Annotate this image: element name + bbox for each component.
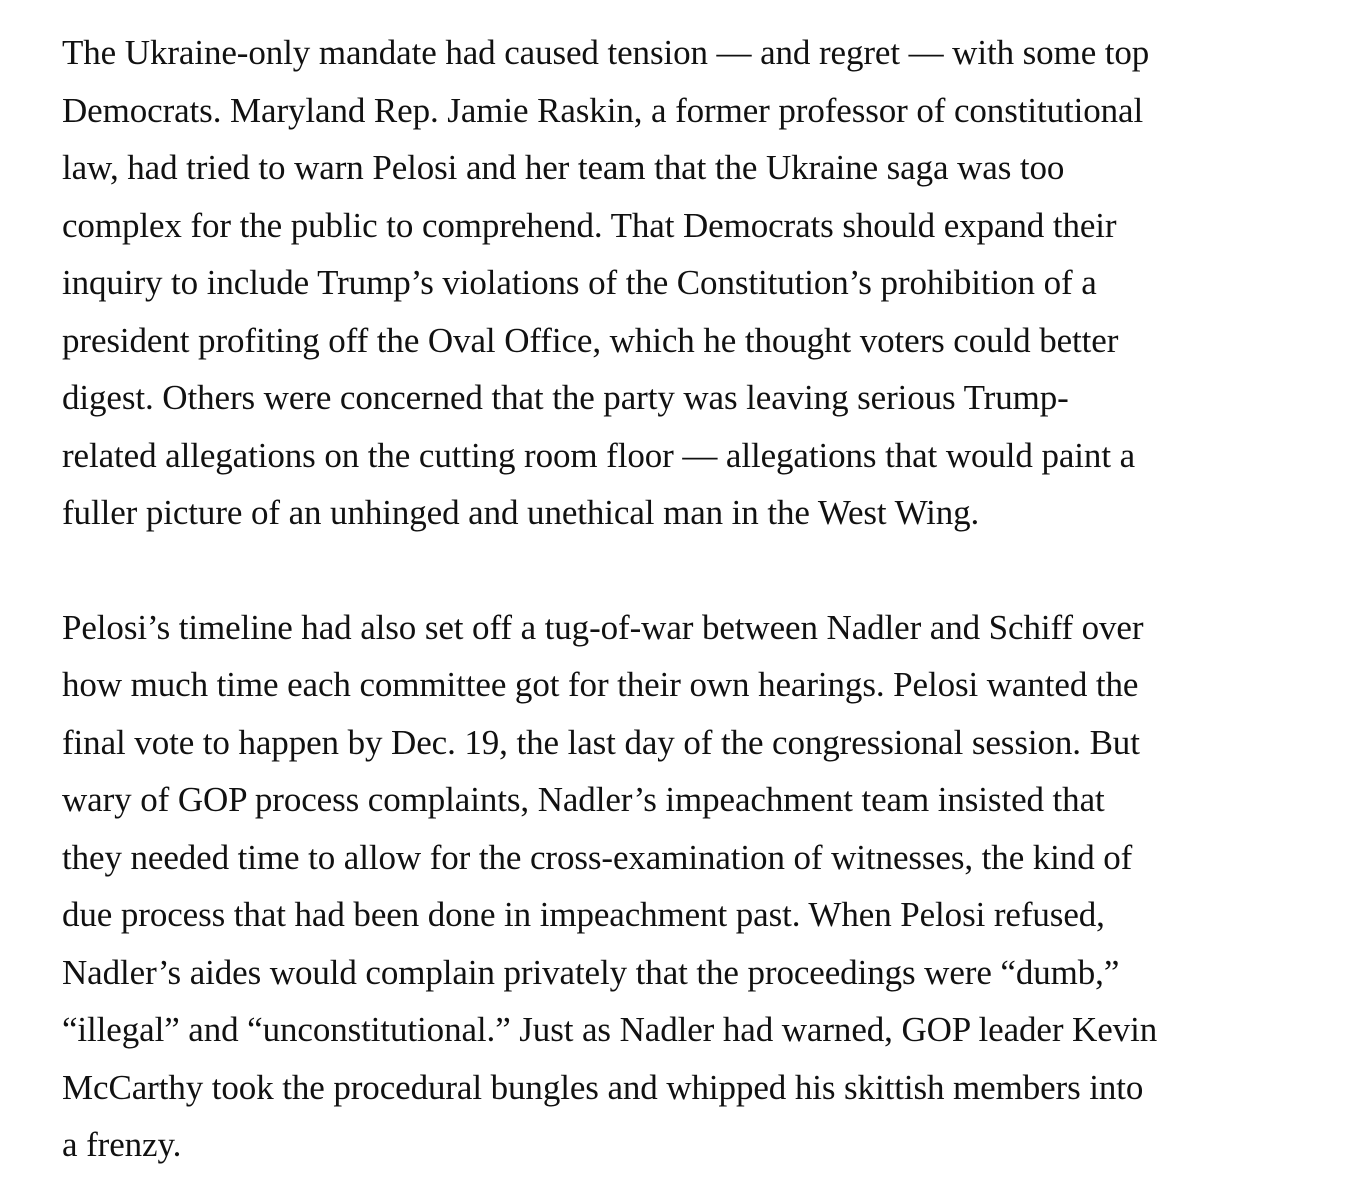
paragraph-1 bbox=[62, 24, 1312, 542]
paragraph-line: Democrats. Maryland Rep. Jamie Raskin, a former professor of constitutional bbox=[62, 90, 1144, 130]
paragraph-line: a frenzy. bbox=[62, 1125, 182, 1164]
article-body bbox=[62, 24, 1312, 1174]
paragraph-line: president profiting off the Oval Office, which he thought voters could better bbox=[62, 320, 1119, 360]
paragraph-line: related allegations on the cutting room floor — allegations that would paint a bbox=[62, 435, 1136, 475]
paragraph-line: fuller picture of an unhinged and unethical man in the West Wing. bbox=[62, 493, 980, 532]
paragraph-line: digest. Others were concerned that the party was leaving serious Trump- bbox=[62, 378, 1069, 417]
paragraph-line: law, had tried to warn Pelosi and her team that the Ukraine saga was too bbox=[62, 148, 1065, 187]
paragraph-line: final vote to happen by Dec. 19, the last day of the congressional session. But bbox=[62, 722, 1140, 762]
paragraph-line: how much time each committee got for their own hearings. Pelosi wanted the bbox=[62, 665, 1139, 704]
paragraph-line: wary of GOP process complaints, Nadler’s impeachment team insisted that bbox=[62, 780, 1105, 819]
paragraph-line: The Ukraine-only mandate had caused tension — and regret — with some top bbox=[62, 33, 1150, 72]
paragraph-line: “illegal” and “unconstitutional.” Just as Nadler had warned, GOP leader Kevin bbox=[62, 1010, 1158, 1049]
paragraph-line: complex for the public to comprehend. That Democrats should expand their bbox=[62, 205, 1117, 245]
paragraph-line: Pelosi’s timeline had also set off a tug-of-war between Nadler and Schiff over bbox=[62, 607, 1144, 647]
paragraph-line: Nadler’s aides would complain privately that the proceedings were “dumb,” bbox=[62, 952, 1120, 992]
paragraph-line: McCarthy took the procedural bungles and whipped his skittish members into bbox=[62, 1067, 1144, 1107]
paragraph-line: due process that had been done in impeachment past. When Pelosi refused, bbox=[62, 895, 1105, 934]
paragraph-line: inquiry to include Trump’s violations of the Constitution’s prohibition of a bbox=[62, 263, 1097, 302]
paragraph-line: they needed time to allow for the cross-examination of witnesses, the kind of bbox=[62, 837, 1133, 877]
paragraph-2 bbox=[62, 599, 1312, 1174]
